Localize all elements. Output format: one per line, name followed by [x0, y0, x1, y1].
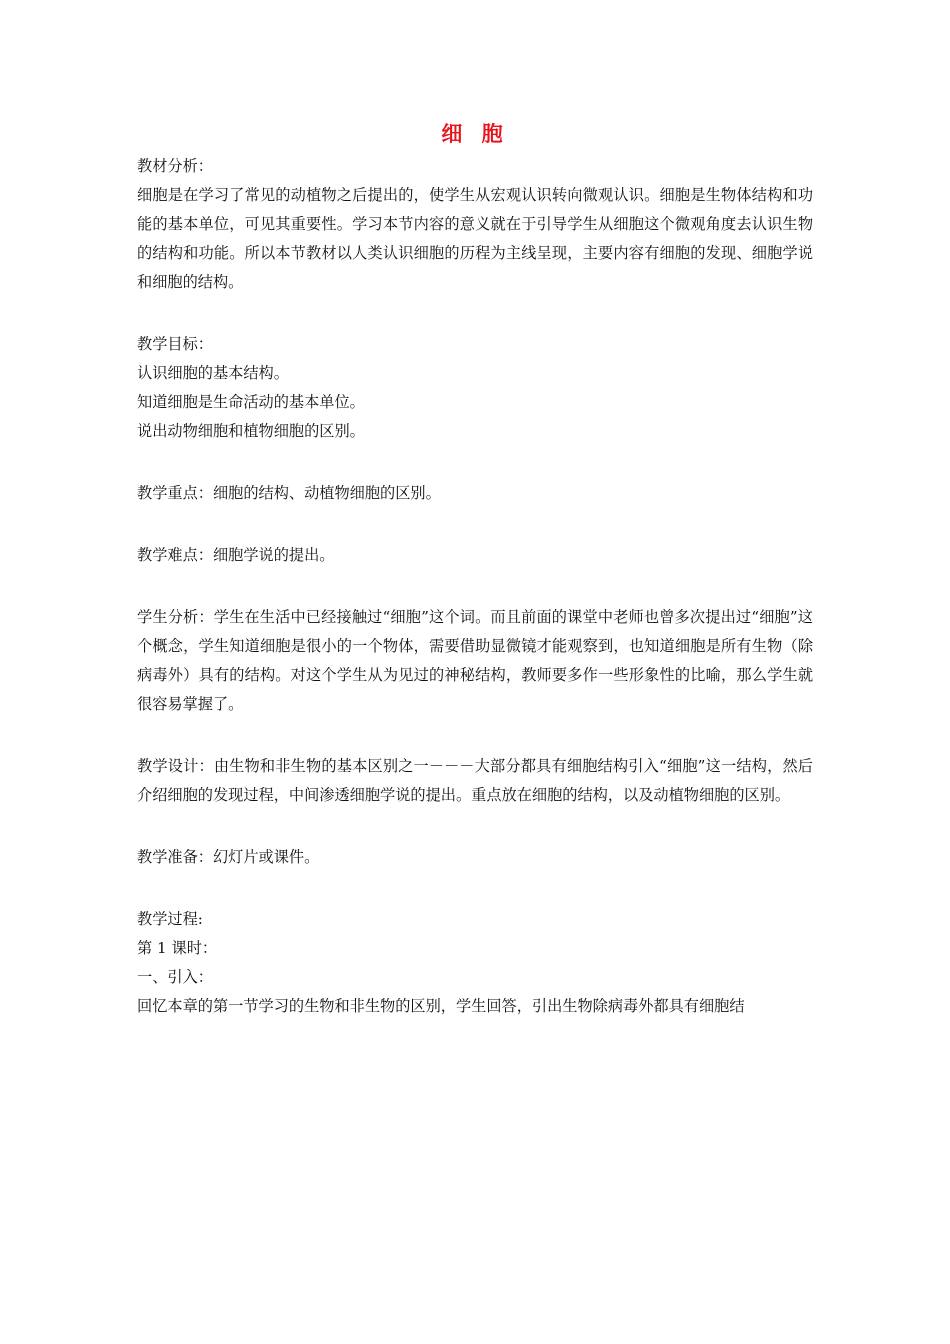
- spacer: [137, 446, 813, 479]
- teaching-goal-item: 说出动物细胞和植物细胞的区别。: [137, 422, 365, 440]
- spacer: [137, 570, 813, 603]
- preparation-text: 教学准备：幻灯片或课件。: [137, 848, 320, 866]
- key-point: 教学重点：细胞的结构、动植物细胞的区别。: [137, 484, 441, 502]
- teaching-goals-label: 教学目标：: [137, 335, 213, 353]
- document-page: [137, 118, 813, 1021]
- textbook-analysis-label: 教材分析：: [137, 157, 213, 175]
- spacer: [137, 719, 813, 752]
- process-text: 回忆本章的第一节学习的生物和非生物的区别，学生回答，引出生物除病毒外都具有细胞结: [137, 997, 745, 1015]
- lesson-label: 第 1 课时：: [137, 939, 218, 957]
- spacer: [137, 508, 813, 541]
- spacer: [137, 297, 813, 330]
- section-heading: 一、引入：: [137, 968, 213, 986]
- student-analysis-text: 学生分析：学生在生活中已经接触过“细胞”这个词。而且前面的课堂中老师也曾多次提出过“细胞”这个概念，学生知道细胞是很小的一个物体，需要借助显微镜才能观察到，也知道细胞是所有生物（除病毒外）具有的结构。对这个学生从为见过的神秘结构，教师要多作一些形象性的比喻，那么学生就很容易掌握了。: [137, 608, 813, 713]
- difficult-point: 教学难点：细胞学说的提出。: [137, 546, 335, 564]
- spacer: [137, 810, 813, 843]
- teaching-goal-item: 知道细胞是生命活动的基本单位。: [137, 393, 365, 411]
- page-title: 细 胞: [441, 122, 509, 146]
- teaching-design-text: 教学设计：由生物和非生物的基本区别之一－－－大部分都具有细胞结构引入“细胞”这一结构，然后介绍细胞的发现过程，中间渗透细胞学说的提出。重点放在细胞的结构，以及动植物细胞的区别。: [137, 757, 813, 804]
- spacer: [137, 872, 813, 905]
- teaching-goal-item: 认识细胞的基本结构。: [137, 364, 289, 382]
- textbook-analysis-text: 细胞是在学习了常见的动植物之后提出的，使学生从宏观认识转向微观认识。细胞是生物体结构和功能的基本单位，可见其重要性。学习本节内容的意义就在于引导学生从细胞这个微观角度去认识生物的结构和功能。所以本节教材以人类认识细胞的历程为主线呈现，主要内容有细胞的发现、细胞学说和细胞的结构。: [137, 186, 813, 291]
- process-label: 教学过程:: [137, 910, 203, 928]
